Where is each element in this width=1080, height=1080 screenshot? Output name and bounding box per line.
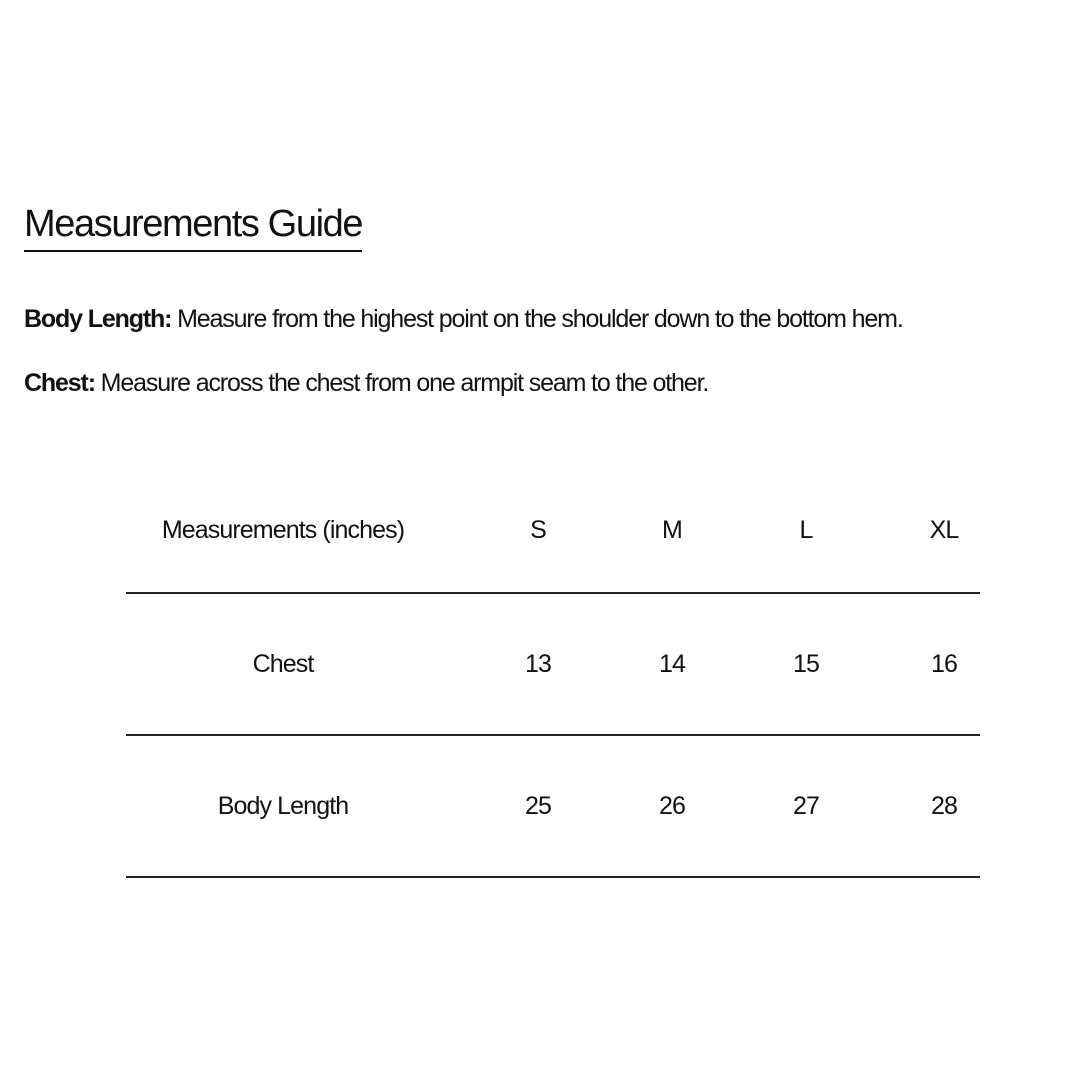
column-header-xl: XL [929, 516, 959, 544]
definition-term: Body Length: [24, 305, 172, 333]
table-row-chest [126, 594, 980, 736]
table-cell: 28 [930, 791, 957, 820]
table-cell: 15 [792, 649, 819, 678]
column-header-measurements: Measurements (inches) [161, 516, 405, 544]
column-header-l: L [799, 516, 813, 544]
table-cell: 16 [930, 649, 957, 678]
column-header-m: M [662, 516, 682, 544]
size-table [126, 500, 980, 878]
table-cell: 27 [792, 791, 819, 820]
table-cell: 13 [524, 649, 551, 678]
definition-chest [24, 368, 708, 398]
definition-text: Measure across the chest from one armpit seam to the other. [94, 369, 709, 397]
table-header-row [126, 500, 980, 594]
definition-body-length [24, 304, 903, 334]
table-cell: 14 [658, 649, 685, 678]
table-cell: 26 [658, 791, 685, 820]
row-label: Body Length [217, 791, 349, 820]
row-label: Chest [252, 649, 314, 678]
column-header-s: S [530, 516, 546, 544]
table-row-body-length [126, 736, 980, 878]
definition-term: Chest: [24, 369, 95, 397]
definition-text: Measure from the highest point on the shoulder down to the bottom hem. [171, 305, 903, 333]
table-cell: 25 [524, 791, 551, 820]
page-title: Measurements Guide [24, 200, 362, 252]
